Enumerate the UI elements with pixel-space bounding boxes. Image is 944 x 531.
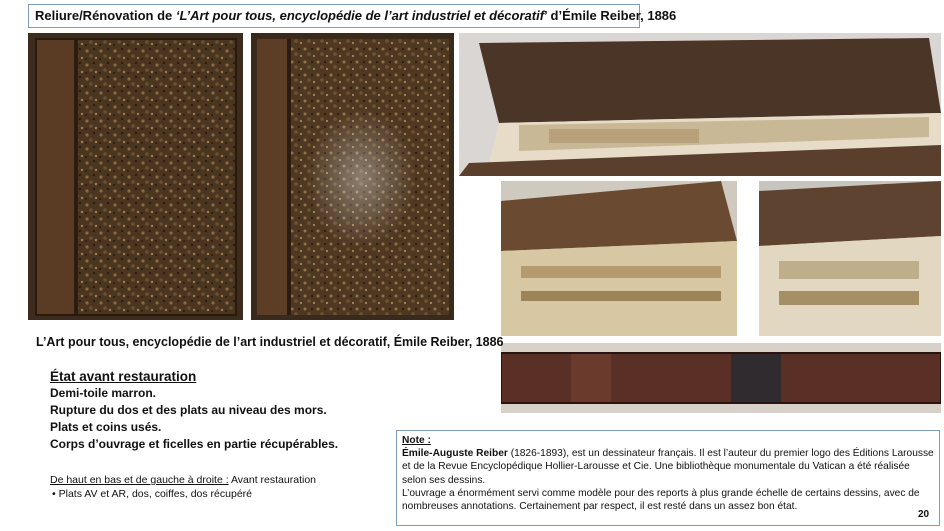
note-paragraph-1	[402, 447, 934, 487]
photo-caption: L’Art pour tous, encyclopédie de l’art industriel et décoratif, Émile Reiber, 1886	[36, 335, 504, 349]
spine-overview-photo	[459, 33, 941, 176]
bullet-icon: •	[52, 488, 56, 500]
condition-line: Rupture du dos et des plats au niveau des mors.	[50, 403, 327, 417]
headcap-photo-left	[501, 181, 737, 336]
note-person-name: Émile-Auguste Reiber	[402, 448, 508, 460]
title-suffix: ’ d’Émile Reiber, 1886	[544, 8, 677, 23]
page-title	[28, 4, 677, 28]
photo-order-value: Avant restauration	[228, 474, 317, 486]
condition-line: Corps d’ouvrage et ficelles en partie récupérables.	[50, 437, 339, 451]
title-prefix: Reliure/Rénovation de	[35, 8, 176, 23]
condition-line: Demi-toile marron.	[50, 386, 157, 400]
recovered-spine-photo	[501, 343, 941, 413]
headcap-photo-right	[759, 181, 941, 336]
title-italic: ‘L’Art pour tous, encyclopédie de l’art industriel et décoratif	[175, 8, 545, 23]
note-heading: Note :	[402, 435, 431, 446]
condition-line: Plats et coins usés.	[50, 420, 162, 434]
note-box	[396, 430, 940, 526]
front-cover-photo	[28, 33, 243, 320]
condition-heading: État avant restauration	[50, 369, 197, 384]
photo-order-item: Plats AV et AR, dos, coiffes, dos récupéré	[58, 488, 252, 500]
note-paragraph-2: L’ouvrage a énormément servi comme modèle pour des reports à plus grande échelle de certains dessins, avec de nombreuses annotations. Certainement par respect, il est resté dans un assez bon état.	[402, 487, 920, 513]
condition-section	[50, 368, 338, 453]
photo-order-legend	[50, 473, 316, 501]
page-number: 20	[918, 509, 930, 520]
photo-order-label: De haut en bas et de gauche à droite :	[50, 474, 229, 486]
back-cover-photo	[251, 33, 454, 320]
note-bio-text: (1826-1893), est un dessinateur français. Il est l’auteur du premier logo des Éditions Larousse et de la Revue Encyclopédique Hollier-Larousse et Cie. Une bibliothèque monumentale du Vatican a été réalisée selon ses dessins.	[402, 448, 934, 486]
